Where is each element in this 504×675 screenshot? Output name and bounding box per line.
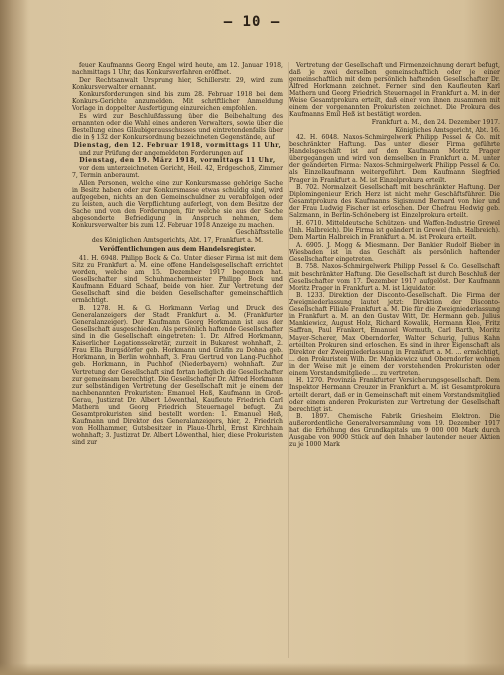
paragraph: Vertretung der Gesellschaft und Firmenzeichnung derart befugt, daß je zwei derselben gemeinschaftlich oder je einer gemeinschaftlich mit dem persönlich haftenden Gesellschafter Dr. Alfred Horkmann zeichnet. Ferner sind den Kaufleuten Karl Mathern und Georg Friedrich Steuernagel in Frankfurt a. M. in der Weise Gesamtprokura erteilt, daß einer von ihnen zusammen mit einem der vorgenannten Prokuristen zeichnet. Die Prokura des Kaufmanns Emil Heß ist bestätigt worden. bbox=[289, 62, 500, 119]
register-entry: B. 1233. Direktion der Disconto-Gesellschaft. Die Firma der Zweigniederlassung lautet jetzt: Direktion der Disconto-Gesellschaft Filiale Frankfurt a. M. Die für die Zweigniederlassung in Frankfurt a. M. an den Gustav Witt, Dr. Hermann geb. Julius Mankiewicz, August Holz, Richard Kowalik, Hermann Klee, Fritz Saffran, Paul Frankert, Emanuel Wormuth, Carl Barth, Moritz Mayer-Scherer, Max Oberndorfer, Walter Schurig, Julius Kahn erteilten Prokuren sind erloschen. Es sind in ihrer Eigenschaft als Direktor der Zweigniederlassung in Frankfurt a. M. ... ermächtigt, ... den Prokuristen Wilh. Dr. Mankiewicz und Oberndorfer wohnen in der Weise mit je einem der vorstehenden Prokuristen oder einem Vorstandsmitgliede ... zu vertreten. bbox=[289, 292, 500, 377]
register-entry: 42. H. 6048. Naxos-Schmirgelwerk Philipp Pessel & Co. mit beschränkter Haftung. Das unter dieser Firma geführte Handelsgeschäft ist auf den Kaufmann Moritz Prager übergegangen und wird von demselben in Frankfurt a. M. unter der geänderten Firma: Naxos-Schmirgelwerk Philipp Pessel & Co. als Einzelkaufmann weitergeführt. Dem Kaufmann Siegfried Prager in Frankfurt a. M. ist Einzelprokura erteilt. bbox=[289, 134, 500, 184]
paragraph: Es wird zur Beschlußfassung über die Beibehaltung des ernannten oder die Wahl eines anderen Verwalters, sowie über die Bestellung eines Gläubigerausschusses und eintretendenfalls über die in § 132 der Konkursordnung bezeichneten Gegenstände, auf bbox=[72, 113, 283, 142]
paragraph: vor dem unterzeichneten Gericht, Heil. 42, Erdgeschoß, Zimmer 7, Termin anberaumt. bbox=[72, 164, 283, 179]
signature: Geschäftsstelle bbox=[235, 229, 283, 237]
hearing-date: Dienstag, den 19. März 1918, vormittags 11 Uhr, bbox=[79, 157, 276, 165]
page-edge-shadow bbox=[0, 663, 504, 675]
register-entry: B. 702. Normalzeit Gesellschaft mit beschränkter Haftung. Der Diplomingenieur Erich Herz ist nicht mehr Geschäftsführer. Die Gesamtprokura des Kaufmanns Sigismund Bernard von hier und der Frau Ludwig Fischer ist erloschen. Der Chefrau Hedwig geb. Salzmann, in Berlin-Schöneberg ist Einzelprokura erteilt. bbox=[289, 184, 500, 220]
court-name: Königliches Amtsgericht, Abt. 16. bbox=[395, 126, 500, 134]
court-name: des Königlichen Amtsgerichts, Abt. 17, Frankfurt a. M. bbox=[91, 237, 264, 245]
register-entry: H. 1270. Provinzia Frankfurter Versicherungsgesellschaft. Dem Inspektor Hermann Creuzer in Frankfurt a. M. ist Gesamtprokura erteilt derart, daß er in Gemeinschaft mit einem Vorstandsmitglied oder einem anderen Prokuristen zur Vertretung der Gesellschaft berechtigt ist. bbox=[289, 377, 500, 413]
register-entry: 41. H. 6948. Philipp Bock & Co. Unter dieser Firma ist mit dem Sitz zu Frankfurt a. M. eine offene Handelsgesellschaft errichtet worden, welche am 15. Dezember 1917 begonnen hat. Gesellschafter sind Schuhmachermeister Philipp Bock und Kaufmann Eduard Schaaf, beide von hier. Zur Vertretung der Gesellschaft sind die beiden Gesellschafter gemeinschaftlich ermächtigt. bbox=[72, 255, 283, 305]
paragraph: Der Rechtsanwalt Ursprung hier, Schillerstr. 29, wird zum Konkursverwalter ernannt. bbox=[72, 76, 283, 91]
paragraph: feuer Kaufmanns Georg Engel wird heute, am 12. Januar 1918, nachmittags 1 Uhr, das Konkursverfahren eröffnet. bbox=[72, 62, 283, 77]
register-entry: B. 1897. Chemische Fabrik Griesheim Elektron. Die außerordentliche Generalversammlung vom 19. Dezember 1917 hat die Erhöhung des Grundkapitals um 9 000 000 Mark durch Ausgabe von 9000 Stück auf den Inhaber lautender neuer Aktien zu je 1000 Mark bbox=[289, 413, 500, 449]
left-column bbox=[72, 62, 283, 662]
dateline: Frankfurt a. M., den 24. Dezember 1917. bbox=[371, 118, 500, 126]
section-title: Veröffentlichungen aus dem Handelsregister. bbox=[99, 246, 256, 254]
register-entry: H. 6710. Mitteldeutsche Schützen- und Waffen-Industrie Grewel (Inh. Halbreich). Die Firma ist geändert in Grewel (Inh. Halbreich). Dem Martin Halbreich in Frankfurt a. M. ist Prokura erteilt. bbox=[289, 220, 500, 242]
page-number: — 10 — bbox=[223, 14, 281, 30]
register-entry: B. 1278. H. & G. Horkmann Verlag und Druck des Generalanzeigers der Stadt Frankfurt a. M. (Frankfurter Generalanzeiger). Der Kaufmann Georg Horkmann ist aus der Gesellschaft ausgeschieden. Als persönlich haftende Gesellschafter sind in die Gesellschaft eingetreten: 1. Dr. Alfred Horkmann, Kaiserlicher Legationssekretär, zurzeit in Bukarest wohnhaft, 2. Frau Ella Burgsdörfer geb. Horkmann und Gräfin zu Dohna geb. Horkmann, in Berlin wohnhaft, 3. Frau Gertrud von Lang-Puchhof geb. Horkmann, in Puchhof (Niederbayern) wohnhaft. Zur Vertretung der Gesellschaft sind fortan lediglich die Gesellschafter zur gemeinsam berechtigt. Die Gesellschafter Dr. Alfred Horkmann zur selbständigen Vertretung der Gesellschaft mit je einem der nachbenannten Prokuristen: Emanuel Heß, Kaufmann in Groß-Gerau, Justizrat Dr. Albert Löwenthal, Kaufleute Friedrich Carl Mathern und Georg Friedrich Steuernagel befugt. Zu Gesamtprokuristen sind bestellt worden: 1. Emanuel Heß, Kaufmann und Direktor des Generalanzeigers, hier, 2. Friedrich von Hollhammer, Gutsbesitzer in Plaue-Uhrbl, Ernst Kirchhain wohnhaft; 3. Justizrat Dr. Albert Löwenthal, hier, diese Prokuristen sind zur bbox=[72, 305, 283, 446]
text-columns bbox=[72, 62, 500, 662]
paragraph: Konkursforderungen sind bis zum 28. Februar 1918 bei dem Konkurs-Gerichte anzumelden. Mit schriftlicher Anmeldung Vorlage in doppelter Ausfertigung einzureichen empfohlen. bbox=[72, 91, 283, 113]
paragraph: und zur Prüfung der angemeldeten Forderungen auf bbox=[79, 149, 243, 157]
column-divider bbox=[288, 62, 289, 658]
page-header bbox=[0, 8, 504, 36]
register-entry: B. 758. Naxos-Schmirgelwerk Philipp Pessel & Co. Gesellschaft mit beschränkter Haftung. Die Gesellschaft ist durch Beschluß der Gesellschafter vom 17. Dezember 1917 aufgelöst. Der Kaufmann Moritz Prager in Frankfurt a. M. ist Liquidator. bbox=[289, 263, 500, 292]
register-entry: A. 6905. J. Mogg & Miesmann. Der Bankier Rudolf Bieber in Wiesbaden ist in das Geschäft als persönlich haftender Gesellschafter eingetreten. bbox=[289, 241, 500, 263]
right-column bbox=[289, 62, 500, 662]
hearing-date: Dienstag, den 12. Februar 1918, vormittags 11 Uhr, bbox=[73, 141, 282, 149]
binding-shadow bbox=[0, 0, 28, 675]
paragraph: Allen Personen, welche eine zur Konkursmasse gehörige Sache in Besitz haben oder zur Konkursmasse etwas schuldig sind, wird aufgegeben, nichts an den Gemeinschuldner zu verabfolgen oder zu leisten, auch die Verpflichtung auferlegt, von dem Besitze der Sache und von den Forderungen, für welche sie aus der Sache abgesonderte Befriedigung in Anspruch nehmen, dem Konkursverwalter bis zum 12. Februar 1918 Anzeige zu machen. bbox=[72, 179, 283, 229]
